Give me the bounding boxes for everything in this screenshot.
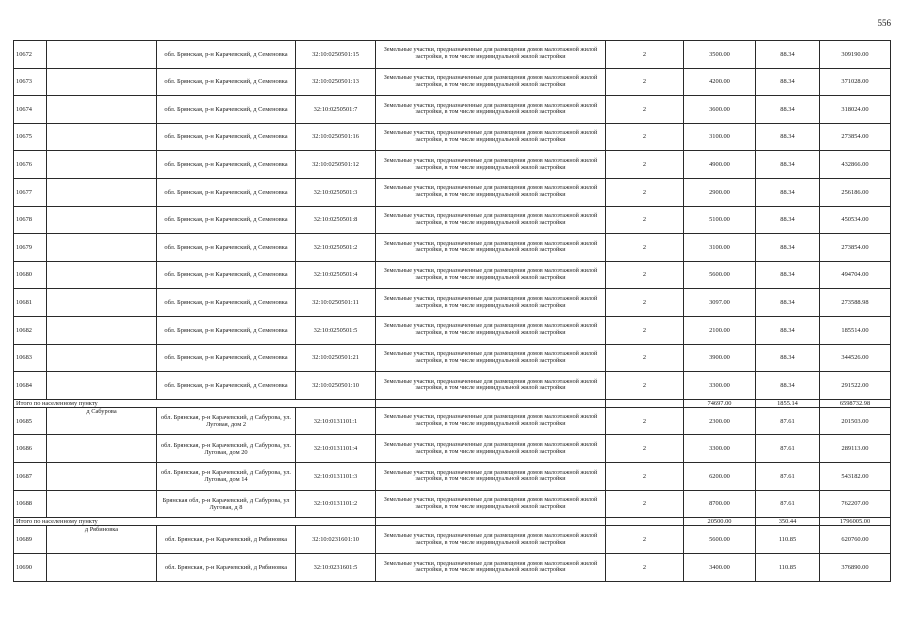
area: 3300.00: [684, 435, 756, 463]
row-number: 10688: [14, 490, 47, 518]
area: 3100.00: [684, 123, 756, 151]
group-number: 2: [606, 178, 684, 206]
cadastral-value: 289113.00: [820, 435, 891, 463]
cadastral-number: 32:10:0250501:15: [296, 41, 376, 69]
area: 5100.00: [684, 206, 756, 234]
specific-value: 88.34: [756, 151, 820, 179]
cadastral-number: 32:10:0250501:7: [296, 96, 376, 124]
table-row: [14, 407, 891, 435]
cadastral-value: 450534.00: [820, 206, 891, 234]
cadastral-value: 318024.00: [820, 96, 891, 124]
subtotal-empty: [606, 518, 684, 526]
subtotal-row: [14, 518, 891, 526]
specific-value: 110.85: [756, 554, 820, 582]
land-category: Земельные участки, предназначенные для размещения домов малоэтажной жилой застройки, в том числе индивидуальной жилой застройки: [376, 407, 606, 435]
row-number: 10681: [14, 289, 47, 317]
address: обл. Брянская, р-н Карачевский, д Семеновка: [157, 372, 296, 400]
land-category: Земельные участки, предназначенные для размещения домов малоэтажной жилой застройки, в том числе индивидуальной жилой застройки: [376, 96, 606, 124]
cadastral-number: 32:10:0250501:4: [296, 261, 376, 289]
cadastral-value: 432866.00: [820, 151, 891, 179]
page-number: 556: [877, 18, 891, 28]
row-number: 10678: [14, 206, 47, 234]
address: обл. Брянская, р-н Карачевский, д Семеновка: [157, 316, 296, 344]
subtotal-label: Итого по населенному пункту: [14, 399, 376, 407]
locality-name: [47, 490, 157, 518]
row-number: 10674: [14, 96, 47, 124]
table-row: [14, 96, 891, 124]
row-number: 10689: [14, 526, 47, 554]
group-number: 2: [606, 68, 684, 96]
subtotal-area: 74697.00: [684, 399, 756, 407]
address: обл. Брянская, р-н Карачевский, д Семеновка: [157, 123, 296, 151]
locality-name: [47, 554, 157, 582]
land-category: Земельные участки, предназначенные для размещения домов малоэтажной жилой застройки, в том числе индивидуальной жилой застройки: [376, 234, 606, 262]
group-number: 2: [606, 123, 684, 151]
cadastral-value: 620760.00: [820, 526, 891, 554]
group-number: 2: [606, 344, 684, 372]
address: обл. Брянская, р-н Карачевский, д Сабурова, ул. Луговая, дом 20: [157, 435, 296, 463]
group-number: 2: [606, 316, 684, 344]
table-row: [14, 463, 891, 491]
specific-value: 87.61: [756, 463, 820, 491]
cadastral-value-table: [13, 40, 891, 582]
specific-value: 88.34: [756, 261, 820, 289]
group-number: 2: [606, 490, 684, 518]
row-number: 10683: [14, 344, 47, 372]
subtotal-empty: [376, 518, 606, 526]
locality-name: [47, 96, 157, 124]
address: обл. Брянская, р-н Карачевский, д Сабурова, ул. Луговая, дом 14: [157, 463, 296, 491]
group-number: 2: [606, 554, 684, 582]
specific-value: 88.34: [756, 234, 820, 262]
cadastral-number: 32:10:0250501:5: [296, 316, 376, 344]
cadastral-number: 32:10:0250501:13: [296, 68, 376, 96]
locality-name: [47, 344, 157, 372]
group-number: 2: [606, 96, 684, 124]
cadastral-value: 762207.00: [820, 490, 891, 518]
cadastral-value: 273854.00: [820, 234, 891, 262]
subtotal-cadastral-value: 1796005.00: [820, 518, 891, 526]
area: 5600.00: [684, 526, 756, 554]
group-number: 2: [606, 206, 684, 234]
row-number: 10685: [14, 407, 47, 435]
address: Брянская обл, р-н Карачевский, д Сабурова, ул Луговая, д 8: [157, 490, 296, 518]
land-category: Земельные участки, предназначенные для размещения домов малоэтажной жилой застройки, в том числе индивидуальной жилой застройки: [376, 261, 606, 289]
cadastral-value: 543182.00: [820, 463, 891, 491]
table-row: [14, 151, 891, 179]
locality-name: [47, 151, 157, 179]
subtotal-specific-value: 350.44: [756, 518, 820, 526]
land-category: Земельные участки, предназначенные для размещения домов малоэтажной жилой застройки, в том числе индивидуальной жилой застройки: [376, 554, 606, 582]
area: 2900.00: [684, 178, 756, 206]
table-row: [14, 372, 891, 400]
land-category: Земельные участки, предназначенные для размещения домов малоэтажной жилой застройки, в том числе индивидуальной жилой застройки: [376, 316, 606, 344]
row-number: 10687: [14, 463, 47, 491]
land-category: Земельные участки, предназначенные для размещения домов малоэтажной жилой застройки, в том числе индивидуальной жилой застройки: [376, 372, 606, 400]
cadastral-value: 201503.00: [820, 407, 891, 435]
locality-name: [47, 123, 157, 151]
specific-value: 88.34: [756, 68, 820, 96]
row-number: 10686: [14, 435, 47, 463]
land-category: Земельные участки, предназначенные для размещения домов малоэтажной жилой застройки, в том числе индивидуальной жилой застройки: [376, 344, 606, 372]
subtotal-cadastral-value: 6598732.98: [820, 399, 891, 407]
locality-name: [47, 206, 157, 234]
area: 3600.00: [684, 96, 756, 124]
address: обл. Брянская, р-н Карачевский, д Семеновка: [157, 151, 296, 179]
area: 6200.00: [684, 463, 756, 491]
group-number: 2: [606, 151, 684, 179]
cadastral-value: 494704.00: [820, 261, 891, 289]
area: 3100.00: [684, 234, 756, 262]
specific-value: 87.61: [756, 490, 820, 518]
cadastral-value: 291522.00: [820, 372, 891, 400]
specific-value: 88.34: [756, 289, 820, 317]
table-row: [14, 490, 891, 518]
group-number: 2: [606, 526, 684, 554]
cadastral-number: 32:10:0131101:2: [296, 490, 376, 518]
address: обл. Брянская, р-н Карачевский, д Рябиновка: [157, 554, 296, 582]
area: 3300.00: [684, 372, 756, 400]
table-row: [14, 68, 891, 96]
table-row: [14, 344, 891, 372]
cadastral-value: 273854.00: [820, 123, 891, 151]
locality-name: [47, 435, 157, 463]
table-row: [14, 41, 891, 69]
subtotal-empty: [606, 399, 684, 407]
cadastral-value: 185514.00: [820, 316, 891, 344]
subtotal-label: Итого по населенному пункту: [14, 518, 376, 526]
row-number: 10675: [14, 123, 47, 151]
group-number: 2: [606, 41, 684, 69]
row-number: 10679: [14, 234, 47, 262]
locality-name: [47, 234, 157, 262]
land-category: Земельные участки, предназначенные для размещения домов малоэтажной жилой застройки, в том числе индивидуальной жилой застройки: [376, 68, 606, 96]
row-number: 10682: [14, 316, 47, 344]
cadastral-number: 32:10:0131101:3: [296, 463, 376, 491]
cadastral-number: 32:10:0131101:1: [296, 407, 376, 435]
cadastral-value: 309190.00: [820, 41, 891, 69]
address: обл. Брянская, р-н Карачевский, д Семеновка: [157, 289, 296, 317]
table-row: [14, 435, 891, 463]
row-number: 10690: [14, 554, 47, 582]
locality-name: д Рябиновка: [47, 526, 157, 554]
area: 4900.00: [684, 151, 756, 179]
locality-name: [47, 178, 157, 206]
area: 3500.00: [684, 41, 756, 69]
specific-value: 88.34: [756, 123, 820, 151]
table-row: [14, 206, 891, 234]
cadastral-number: 32:10:0250501:10: [296, 372, 376, 400]
specific-value: 87.61: [756, 407, 820, 435]
area: 3400.00: [684, 554, 756, 582]
address: обл. Брянская, р-н Карачевский, д Семеновка: [157, 206, 296, 234]
area: 2300.00: [684, 407, 756, 435]
group-number: 2: [606, 372, 684, 400]
locality-name: [47, 463, 157, 491]
specific-value: 88.34: [756, 41, 820, 69]
group-number: 2: [606, 463, 684, 491]
land-category: Земельные участки, предназначенные для размещения домов малоэтажной жилой застройки, в том числе индивидуальной жилой застройки: [376, 151, 606, 179]
specific-value: 88.34: [756, 372, 820, 400]
group-number: 2: [606, 261, 684, 289]
locality-name: д Сабурова: [47, 407, 157, 435]
specific-value: 88.34: [756, 178, 820, 206]
table-row: [14, 289, 891, 317]
cadastral-number: 32:10:0250501:2: [296, 234, 376, 262]
land-category: Земельные участки, предназначенные для размещения домов малоэтажной жилой застройки, в том числе индивидуальной жилой застройки: [376, 463, 606, 491]
address: обл. Брянская, р-н Карачевский, д Семеновка: [157, 41, 296, 69]
table-row: [14, 178, 891, 206]
cadastral-value: 344526.00: [820, 344, 891, 372]
address: обл. Брянская, р-н Карачевский, д Семеновка: [157, 96, 296, 124]
table-row: [14, 261, 891, 289]
cadastral-number: 32:10:0231601:10: [296, 526, 376, 554]
land-category: Земельные участки, предназначенные для размещения домов малоэтажной жилой застройки, в том числе индивидуальной жилой застройки: [376, 123, 606, 151]
locality-name: [47, 68, 157, 96]
locality-name: [47, 316, 157, 344]
row-number: 10684: [14, 372, 47, 400]
area: 4200.00: [684, 68, 756, 96]
specific-value: 88.34: [756, 316, 820, 344]
cadastral-number: 32:10:0131101:4: [296, 435, 376, 463]
area: 5600.00: [684, 261, 756, 289]
subtotal-area: 20500.00: [684, 518, 756, 526]
land-category: Земельные участки, предназначенные для размещения домов малоэтажной жилой застройки, в том числе индивидуальной жилой застройки: [376, 206, 606, 234]
address: обл. Брянская, р-н Карачевский, д Семеновка: [157, 68, 296, 96]
group-number: 2: [606, 435, 684, 463]
locality-name: [47, 372, 157, 400]
cadastral-value: 376890.00: [820, 554, 891, 582]
cadastral-value: 273588.98: [820, 289, 891, 317]
locality-name: [47, 41, 157, 69]
cadastral-number: 32:10:0250501:12: [296, 151, 376, 179]
specific-value: 88.34: [756, 344, 820, 372]
cadastral-number: 32:10:0250501:11: [296, 289, 376, 317]
address: обл. Брянская, р-н Карачевский, д Семеновка: [157, 261, 296, 289]
group-number: 2: [606, 234, 684, 262]
address: обл. Брянская, р-н Карачевский, д Рябиновка: [157, 526, 296, 554]
land-category: Земельные участки, предназначенные для размещения домов малоэтажной жилой застройки, в том числе индивидуальной жилой застройки: [376, 526, 606, 554]
row-number: 10672: [14, 41, 47, 69]
table-row: [14, 316, 891, 344]
area: 3900.00: [684, 344, 756, 372]
table-row: [14, 123, 891, 151]
land-category: Земельные участки, предназначенные для размещения домов малоэтажной жилой застройки, в том числе индивидуальной жилой застройки: [376, 435, 606, 463]
locality-name: [47, 289, 157, 317]
land-category: Земельные участки, предназначенные для размещения домов малоэтажной жилой застройки, в том числе индивидуальной жилой застройки: [376, 178, 606, 206]
subtotal-row: [14, 399, 891, 407]
address: обл. Брянская, р-н Карачевский, д Сабурова, ул. Луговая, дом 2: [157, 407, 296, 435]
address: обл. Брянская, р-н Карачевский, д Семеновка: [157, 234, 296, 262]
locality-name: [47, 261, 157, 289]
group-number: 2: [606, 407, 684, 435]
specific-value: 88.34: [756, 206, 820, 234]
land-category: Земельные участки, предназначенные для размещения домов малоэтажной жилой застройки, в том числе индивидуальной жилой застройки: [376, 41, 606, 69]
subtotal-empty: [376, 399, 606, 407]
cadastral-number: 32:10:0231601:5: [296, 554, 376, 582]
row-number: 10680: [14, 261, 47, 289]
table-row: [14, 234, 891, 262]
group-number: 2: [606, 289, 684, 317]
cadastral-value: 371028.00: [820, 68, 891, 96]
table-row: [14, 526, 891, 554]
table-row: [14, 554, 891, 582]
area: 2100.00: [684, 316, 756, 344]
address: обл. Брянская, р-н Карачевский, д Семеновка: [157, 344, 296, 372]
specific-value: 88.34: [756, 96, 820, 124]
land-category: Земельные участки, предназначенные для размещения домов малоэтажной жилой застройки, в том числе индивидуальной жилой застройки: [376, 289, 606, 317]
row-number: 10676: [14, 151, 47, 179]
cadastral-number: 32:10:0250501:16: [296, 123, 376, 151]
row-number: 10677: [14, 178, 47, 206]
land-category: Земельные участки, предназначенные для размещения домов малоэтажной жилой застройки, в том числе индивидуальной жилой застройки: [376, 490, 606, 518]
address: обл. Брянская, р-н Карачевский, д Семеновка: [157, 178, 296, 206]
area: 3097.00: [684, 289, 756, 317]
specific-value: 110.85: [756, 526, 820, 554]
area: 8700.00: [684, 490, 756, 518]
specific-value: 87.61: [756, 435, 820, 463]
cadastral-number: 32:10:0250501:8: [296, 206, 376, 234]
cadastral-number: 32:10:0250501:3: [296, 178, 376, 206]
row-number: 10673: [14, 68, 47, 96]
cadastral-value: 256186.00: [820, 178, 891, 206]
subtotal-specific-value: 1855.14: [756, 399, 820, 407]
cadastral-number: 32:10:0250501:21: [296, 344, 376, 372]
